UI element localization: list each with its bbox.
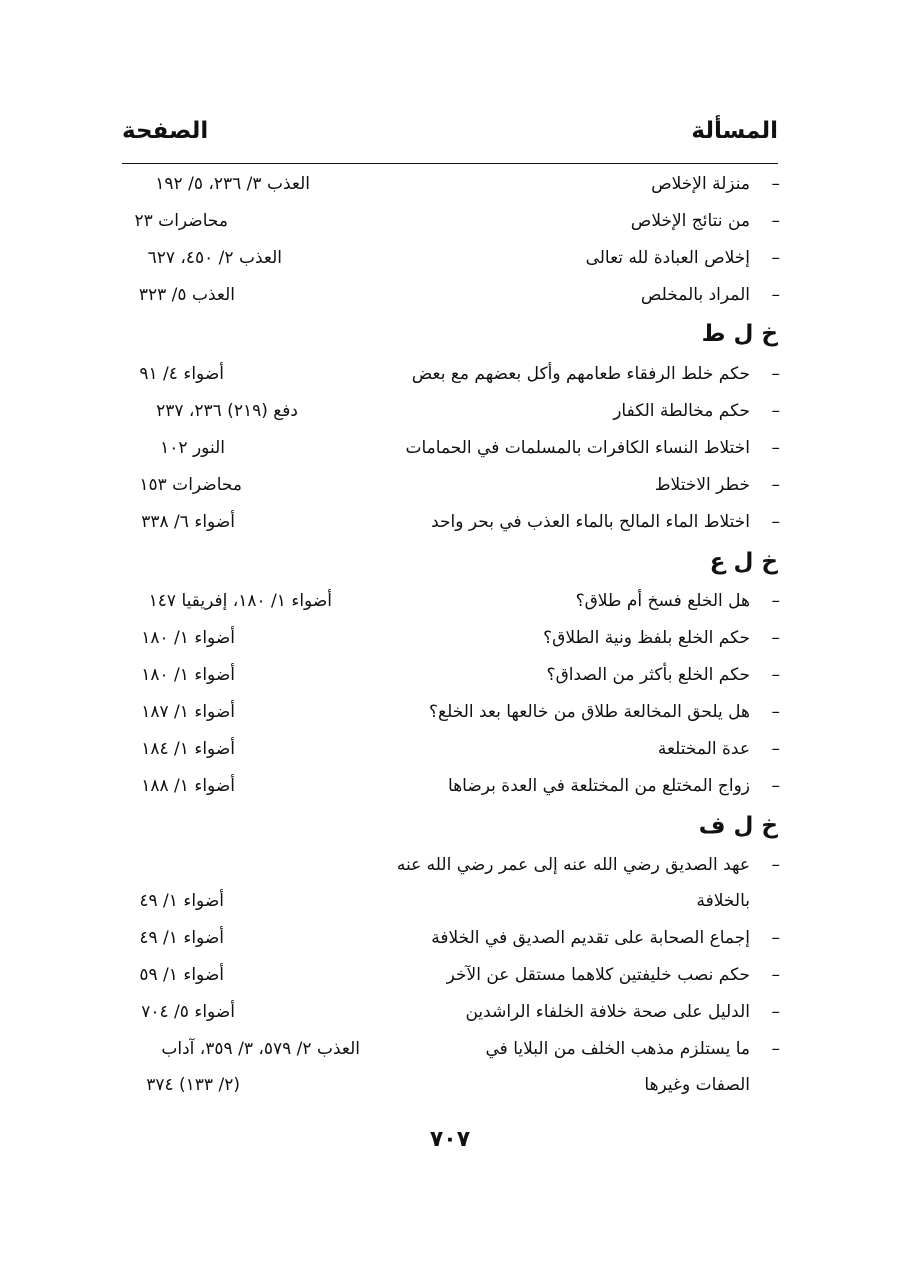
entry-text: عدة المختلعة [657,739,750,759]
entry-dash: – [771,776,780,796]
entry-reference: أضواء ٤/ ٩١ [139,364,224,384]
entry-reference: أضواء ١/ ١٨٨ [141,776,235,796]
entry-text: حكم نصب خليفتين كلاهما مستقل عن الآخر [446,965,750,985]
index-entry-continuation [0,886,900,916]
entry-text: اختلاط الماء المالح بالماء العذب في بحر واحد [431,512,750,532]
entry-text: المراد بالمخلص [640,285,750,305]
entry-reference-continuation: (٢/ ١٣٣) ٣٧٤ [146,1075,240,1095]
entry-text: حكم الخلع بلفظ ونية الطلاق؟ [543,628,750,648]
entry-reference: أضواء ١/ ١٨٤ [141,739,235,759]
entry-reference: محاضرات ١٥٣ [139,475,242,495]
entry-dash: – [771,628,780,648]
section-heading: خ ل ع [709,549,778,575]
entry-text: منزلة الإخلاص [651,174,750,194]
index-entry [0,206,900,236]
index-entry [0,470,900,500]
entry-dash: – [771,855,780,875]
entry-text: من نتائج الإخلاص [630,211,750,231]
entry-dash: – [771,665,780,685]
entry-dash: – [771,739,780,759]
section-heading: خ ل ط [701,321,778,347]
entry-text: حكم الخلع بأكثر من الصداق؟ [546,665,750,685]
index-entry [0,923,900,953]
entry-text: عهد الصديق رضي الله عنه إلى عمر رضي الله عنه [396,855,750,875]
entry-text-continuation: الصفات وغيرها [644,1075,750,1095]
entry-reference: أضواء ١/ ١٨٧ [141,702,235,722]
entry-reference: أضواء ١/ ١٨٠، إفريقيا ١٤٧ [148,591,332,611]
entry-reference: العذب ٢/ ٤٥٠، ٦٢٧ [147,248,282,268]
index-entry [0,623,900,653]
page-number: ٧٠٧ [429,1127,471,1152]
index-entry [0,243,900,273]
entry-text: الدليل على صحة خلافة الخلفاء الراشدين [465,1002,750,1022]
entry-text: إجماع الصحابة على تقديم الصديق في الخلافة [431,928,750,948]
index-entry [0,433,900,463]
entry-text: إخلاص العبادة لله تعالى [585,248,750,268]
entry-text: حكم مخالطة الكفار [613,401,750,421]
index-entry [0,660,900,690]
entry-dash: – [771,211,780,231]
index-entry [0,507,900,537]
entry-dash: – [771,364,780,384]
entry-text: هل يلحق المخالعة طلاق من خالعها بعد الخلع؟ [429,702,750,722]
entry-text: هل الخلع فسخ أم طلاق؟ [575,591,750,611]
entry-dash: – [771,1039,780,1059]
entry-reference: أضواء ١/ ١٨٠ [141,665,235,685]
entry-reference: دفع (٢١٩) ٢٣٦، ٢٣٧ [156,401,298,421]
entry-text: زواج المختلع من المختلعة في العدة برضاها [448,776,750,796]
entry-reference: أضواء ٥/ ٧٠٤ [141,1002,235,1022]
index-entry [0,850,900,880]
entry-reference: العذب ٥/ ٣٢٣ [138,285,235,305]
entry-reference: أضواء ١/ ١٨٠ [141,628,235,648]
entry-dash: – [771,591,780,611]
entry-text: حكم خلط الرفقاء طعامهم وأكل بعضهم مع بعض [411,364,750,384]
index-entry [0,280,900,310]
index-entry [0,771,900,801]
index-entry [0,1034,900,1064]
entry-dash: – [771,1002,780,1022]
entry-dash: – [771,702,780,722]
section-heading: خ ل ف [698,813,778,839]
entry-reference: أضواء ١/ ٥٩ [139,965,224,985]
entry-reference: محاضرات ٢٣ [134,211,228,231]
entry-dash: – [771,475,780,495]
index-entry-continuation [0,1070,900,1100]
index-entry [0,169,900,199]
column-header-page: الصفحة [122,118,209,144]
entry-dash: – [771,512,780,532]
entry-dash: – [771,401,780,421]
entry-reference: العذب ٢/ ٥٧٩، ٣/ ٣٥٩، آداب [161,1039,360,1059]
index-entry [0,997,900,1027]
index-entry [0,396,900,426]
entry-reference: النور ١٠٢ [160,438,225,458]
entry-dash: – [771,285,780,305]
index-entry [0,359,900,389]
index-entry [0,586,900,616]
entry-dash: – [771,928,780,948]
entry-text: ما يستلزم مذهب الخلف من البلايا في [485,1039,750,1059]
entry-text-continuation: بالخلافة [696,891,750,911]
entry-text: اختلاط النساء الكافرات بالمسلمات في الحمامات [405,438,750,458]
index-entry [0,734,900,764]
entry-reference: العذب ٣/ ٢٣٦، ٥/ ١٩٢ [155,174,310,194]
column-header-issue: المسألة [691,118,778,144]
entry-dash: – [771,965,780,985]
entry-reference: أضواء ١/ ٤٩ [139,928,224,948]
entry-dash: – [771,438,780,458]
header-rule [122,163,778,164]
entry-dash: – [771,174,780,194]
entry-reference: أضواء ٦/ ٣٣٨ [141,512,235,532]
entry-dash: – [771,248,780,268]
index-entry [0,697,900,727]
index-entry [0,960,900,990]
entry-text: خطر الاختلاط [654,475,750,495]
entry-reference: أضواء ١/ ٤٩ [139,891,224,911]
